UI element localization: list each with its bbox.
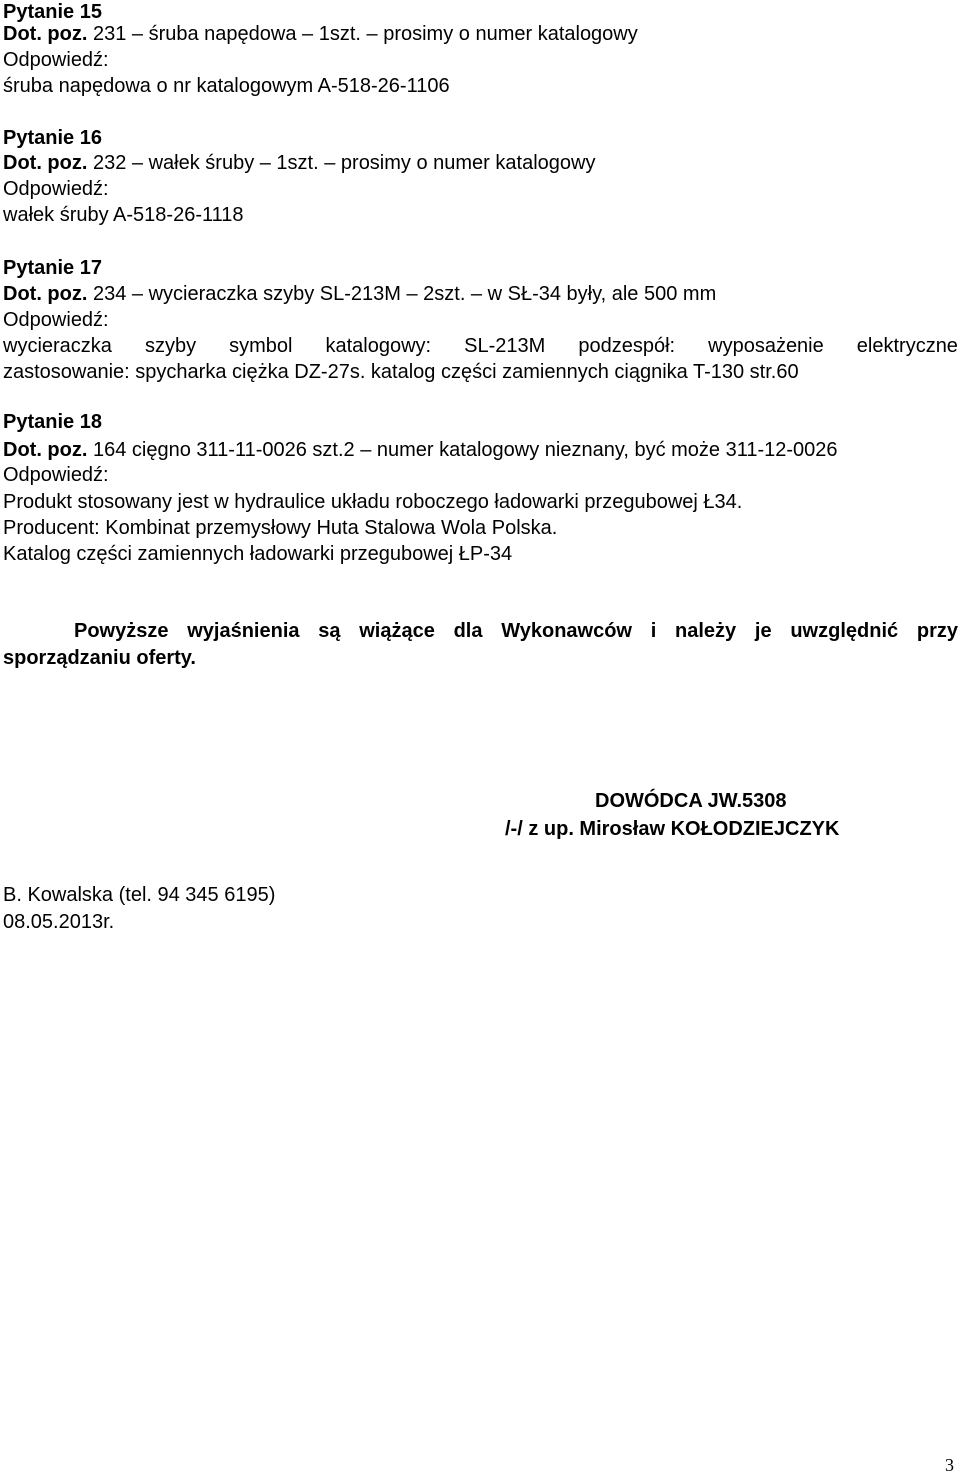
q17-word: wyposażenie <box>708 335 824 357</box>
q15-answer-label: Odpowiedź: <box>3 49 109 71</box>
q18-answer-label: Odpowiedź: <box>3 464 109 486</box>
q16-answer-label: Odpowiedź: <box>3 178 109 200</box>
q17-answer-line2: zastosowanie: spycharka ciężka DZ-27s. katalog części zamiennych ciągnika T-130 str.60 <box>3 361 799 383</box>
q18-ref-prefix: Dot. poz. <box>3 439 88 461</box>
q18-answer-line2: Producent: Kombinat przemysłowy Huta Stalowa Wola Polska. <box>3 517 558 539</box>
q16-title: Pytanie 16 <box>3 127 102 149</box>
q17-word: symbol <box>229 335 293 357</box>
q17-word: wycieraczka <box>3 335 112 357</box>
q17-answer-label: Odpowiedź: <box>3 309 109 331</box>
q17-reference <box>3 282 716 306</box>
q15-answer: śruba napędowa o nr katalogowym A-518-26-1106 <box>3 75 450 97</box>
q17-answer-line1 <box>3 334 958 358</box>
q17-word: szyby <box>144 335 197 357</box>
q15-ref-prefix: Dot. poz. <box>3 23 88 45</box>
q17-title: Pytanie 17 <box>3 257 102 279</box>
q15-reference <box>3 22 638 46</box>
q18-answer-line3: Katalog części zamiennych ładowarki przegubowej ŁP-34 <box>3 543 513 565</box>
q18-answer-line1: Produkt stosowany jest w hydraulice układu roboczego ładowarki przegubowej Ł34. <box>3 491 743 513</box>
q16-answer: wałek śruby A-518-26-1118 <box>3 204 244 226</box>
q16-reference <box>3 151 595 175</box>
document-date: 08.05.2013r. <box>3 911 115 933</box>
q17-ref-prefix: Dot. poz. <box>3 283 88 305</box>
q16-ref-text: 232 – wałek śruby – 1szt. – prosimy o numer katalogowy <box>87 152 596 174</box>
signature-name: /-/ z up. Mirosław KOŁODZIEJCZYK <box>505 818 840 840</box>
q17-ref-text: 234 – wycieraczka szyby SL-213M – 2szt. – w SŁ-34 były, ale 500 mm <box>87 283 717 305</box>
q16-ref-prefix: Dot. poz. <box>3 152 88 174</box>
closing-text: Powyższe wyjaśnienia są wiążące dla Wykonawców i należy je uwzględnić przy sporządzaniu oferty. <box>3 620 958 669</box>
q17-word: SL-213M <box>464 335 546 357</box>
page-number: 3 <box>945 1455 954 1475</box>
q17-word: elektryczne <box>856 335 958 357</box>
closing-statement <box>3 618 958 672</box>
q17-word: katalogowy: <box>325 335 432 357</box>
signature-title: DOWÓDCA JW.5308 <box>595 790 787 812</box>
contact-person: B. Kowalska (tel. 94 345 6195) <box>3 884 276 906</box>
q15-ref-text: 231 – śruba napędowa – 1szt. – prosimy o numer katalogowy <box>87 23 638 45</box>
q18-reference <box>3 438 838 462</box>
q18-title: Pytanie 18 <box>3 411 102 433</box>
q17-word: podzespół: <box>578 335 676 357</box>
q18-ref-text: 164 cięgno 311-11-0026 szt.2 – numer katalogowy nieznany, być może 311-12-0026 <box>87 439 838 461</box>
q15-title: Pytanie 15 <box>3 1 102 23</box>
